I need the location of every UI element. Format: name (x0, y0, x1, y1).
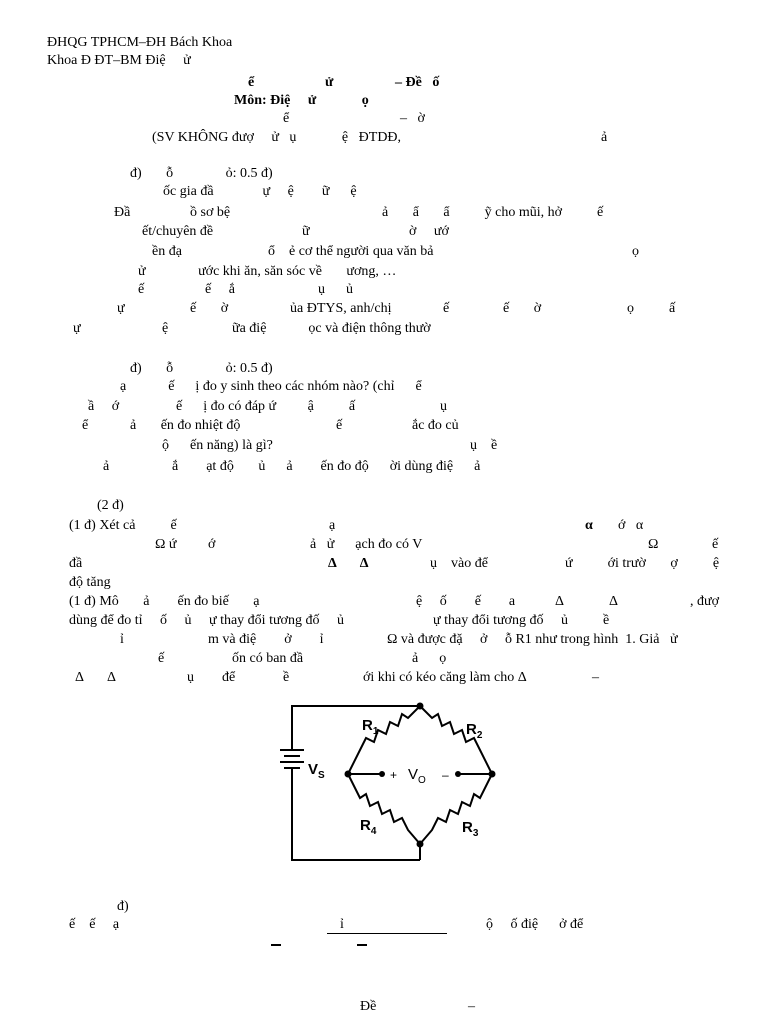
q2-line-2a: ầ ớ (88, 399, 120, 414)
q1-line-6c: ụ ủ (318, 282, 353, 297)
q1-line-5: ử ước khi ăn, săn sóc về ương, … (138, 264, 397, 279)
label-r1: $R_1$ (362, 717, 379, 737)
q3-p1-delta: Δ Δ (328, 556, 369, 571)
q1-line-6b: ế ắ (205, 282, 235, 297)
vo-terminal-minus (455, 771, 461, 777)
q3-p1-omega: Ω (648, 537, 659, 552)
label-minus: – (442, 768, 449, 782)
label-r3: $R_3$ (462, 819, 479, 839)
q2-line-3c: ế (336, 418, 343, 433)
q3-p1-h: ế (712, 537, 719, 552)
q3-p2-g: ự thay đổi tương đố ủ ề (433, 613, 610, 628)
q1-line-4c: ọ (632, 244, 639, 259)
q1-line-2a: Đầ (114, 205, 131, 220)
q3-p2-i: ỉ (120, 632, 124, 647)
q1-line-2c: ả ẩ ẩ ỹ cho mũi, hở ế (382, 205, 604, 220)
q3-p2-j: m và điệ ở ỉ (208, 632, 324, 647)
title-note-end: ả (601, 130, 608, 145)
q3-p1-e: Ω ứ ớ (155, 537, 216, 552)
q3-p2-f: dùng để đo tỉ ố ủ ự thay đổi tương đố ủ (69, 613, 344, 628)
q1-line-3c: ờ ướ (409, 224, 449, 239)
q2-line-4a: ộ ến năng) là gì? (162, 438, 273, 453)
title-note: (SV KHÔNG đượ ử ụ ệ ĐTDĐ, (152, 130, 402, 145)
q3-p2-o: Δ Δ (75, 670, 116, 685)
q3-p2-p: ụ để (187, 670, 236, 685)
title-line-1c: – Đề ố (395, 75, 440, 90)
answer-blank-rule (327, 933, 447, 934)
q1-line-7c: ủa ĐTYS, anh/chị (290, 301, 392, 316)
label-vo: $V_O$ (408, 766, 426, 786)
title-subject: Môn: Điệ ử ọ (234, 93, 369, 108)
dash-mark-1 (271, 944, 281, 946)
q3-p1-l: ứ ới trườ ợ ệ (565, 556, 720, 571)
q3-p1-i: đầ (69, 556, 83, 571)
resistor-r3 (420, 774, 492, 844)
q2-line-5b: ắ ạt độ ủ ả ến đo độ ời dùng điệ ả (172, 459, 481, 474)
node-left (345, 771, 352, 778)
q3-p2-e: , đượ (690, 594, 719, 609)
q1-line-8c: ữa điệ ọc và điện thông thườ (232, 321, 431, 336)
q3-p1-k: ụ vào để (430, 556, 488, 571)
q1-line-2b: ồ sơ bệ (190, 205, 231, 220)
q3-heading: (2 đ) (97, 498, 124, 513)
q3-p1-a: (1 đ) Xét cả ế (69, 518, 177, 533)
label-vs: $V_S$ (308, 761, 325, 781)
q4-line-1a: ế ế ạ (69, 917, 120, 932)
label-plus: + (390, 768, 398, 782)
q3-p2-m: ốn có ban đầ (232, 651, 304, 666)
dash-mark-2 (357, 944, 367, 946)
title-line-1a: ể (248, 75, 255, 90)
q3-p2-q: ề (283, 670, 290, 685)
q3-p2-l: ế (158, 651, 165, 666)
q3-p1-d: ớ α (618, 518, 644, 533)
node-bottom (417, 841, 424, 848)
title-line-3b: – ờ (400, 111, 425, 126)
q3-p1-m: độ tăng (69, 575, 111, 590)
q1-line-7d: ế (443, 301, 450, 316)
q3-p2-k: Ω và được đặ ở ỗ R1 như trong hình 1. Giả ử (387, 632, 678, 647)
q2-line-3d: ắc đo củ (412, 418, 459, 433)
q2-line-5a: ả (103, 459, 110, 474)
q2-line-4b: ụ ề (470, 438, 498, 453)
q1-line-1: ốc gia đầ ự ệ ữ ệ (163, 184, 357, 199)
q3-p2-c: Δ (555, 594, 565, 609)
q1-line-4b: ổ ẻ cơ thể người qua văn bả (268, 244, 434, 259)
q3-p2-a: (1 đ) Mô ả ến đo biế ạ (69, 594, 260, 609)
q3-p2-d: Δ (609, 594, 619, 609)
title-line-1b: ử (325, 75, 334, 90)
q1-line-7f: ọ ấ (627, 301, 676, 316)
top-wire (292, 706, 420, 750)
title-line-3a: ể (283, 111, 290, 126)
label-r4: $R_4$ (360, 817, 377, 837)
q2-line-3b: ả ến đo nhiệt độ (130, 418, 241, 433)
q3-p2-n: ả ọ (412, 651, 447, 666)
q3-p1-alpha: α (585, 518, 593, 533)
q2-heading: đ) ỗ ỏ: 0.5 đ) (130, 361, 273, 376)
label-r2: $R_2$ (466, 721, 483, 741)
node-top (417, 703, 424, 710)
q1-line-7e: ế ờ (503, 301, 542, 316)
q2-line-1: ạ ế ị đo y sinh theo các nhóm nào? (chỉ ể (120, 379, 422, 394)
q2-line-3a: ể (82, 418, 89, 433)
q2-line-2b: ế ị đo có đáp ứ ậ ấ (176, 399, 356, 414)
resistor-r1 (348, 706, 420, 774)
q3-p1-b: ạ (329, 518, 336, 533)
q3-p2-b: ệ ố ế a (416, 594, 516, 609)
q3-p2-s: – (592, 670, 599, 685)
q1-line-3b: ữ (302, 224, 310, 239)
footer-dash: – (468, 999, 475, 1014)
q3-p2-r: ới khi có kéo căng làm cho Δ (363, 670, 527, 685)
header-line-1: ĐHQG TPHCM–ĐH Bách Khoa (47, 35, 233, 50)
q4-line-1b: ỉ (340, 917, 344, 932)
vo-terminal-plus (379, 771, 385, 777)
q1-line-3a: ết/chuyên đề (142, 224, 214, 239)
q1-heading: đ) ỗ ỏ: 0.5 đ) (130, 166, 273, 181)
q2-line-2c: ụ (440, 399, 447, 414)
q1-line-8b: ệ (162, 321, 169, 336)
wheatstone-bridge-diagram (270, 680, 510, 870)
q1-line-4a: ền đạ (152, 244, 182, 259)
q1-line-6a: ế (138, 282, 145, 297)
node-right (489, 771, 496, 778)
footer-label: Đề (360, 999, 377, 1014)
q1-line-7a: ự (117, 301, 125, 316)
q3-p1-f: ả ử ạch đo có V (310, 537, 423, 552)
resistor-r4 (348, 774, 420, 844)
q1-line-8a: ự (73, 321, 81, 336)
q1-line-7b: ế ờ (190, 301, 229, 316)
q4-line-1c: ộ ố điệ ở để (486, 917, 584, 932)
q4-heading: đ) (117, 899, 129, 914)
header-line-2: Khoa Đ ĐT–BM Điệ ử (47, 53, 191, 68)
